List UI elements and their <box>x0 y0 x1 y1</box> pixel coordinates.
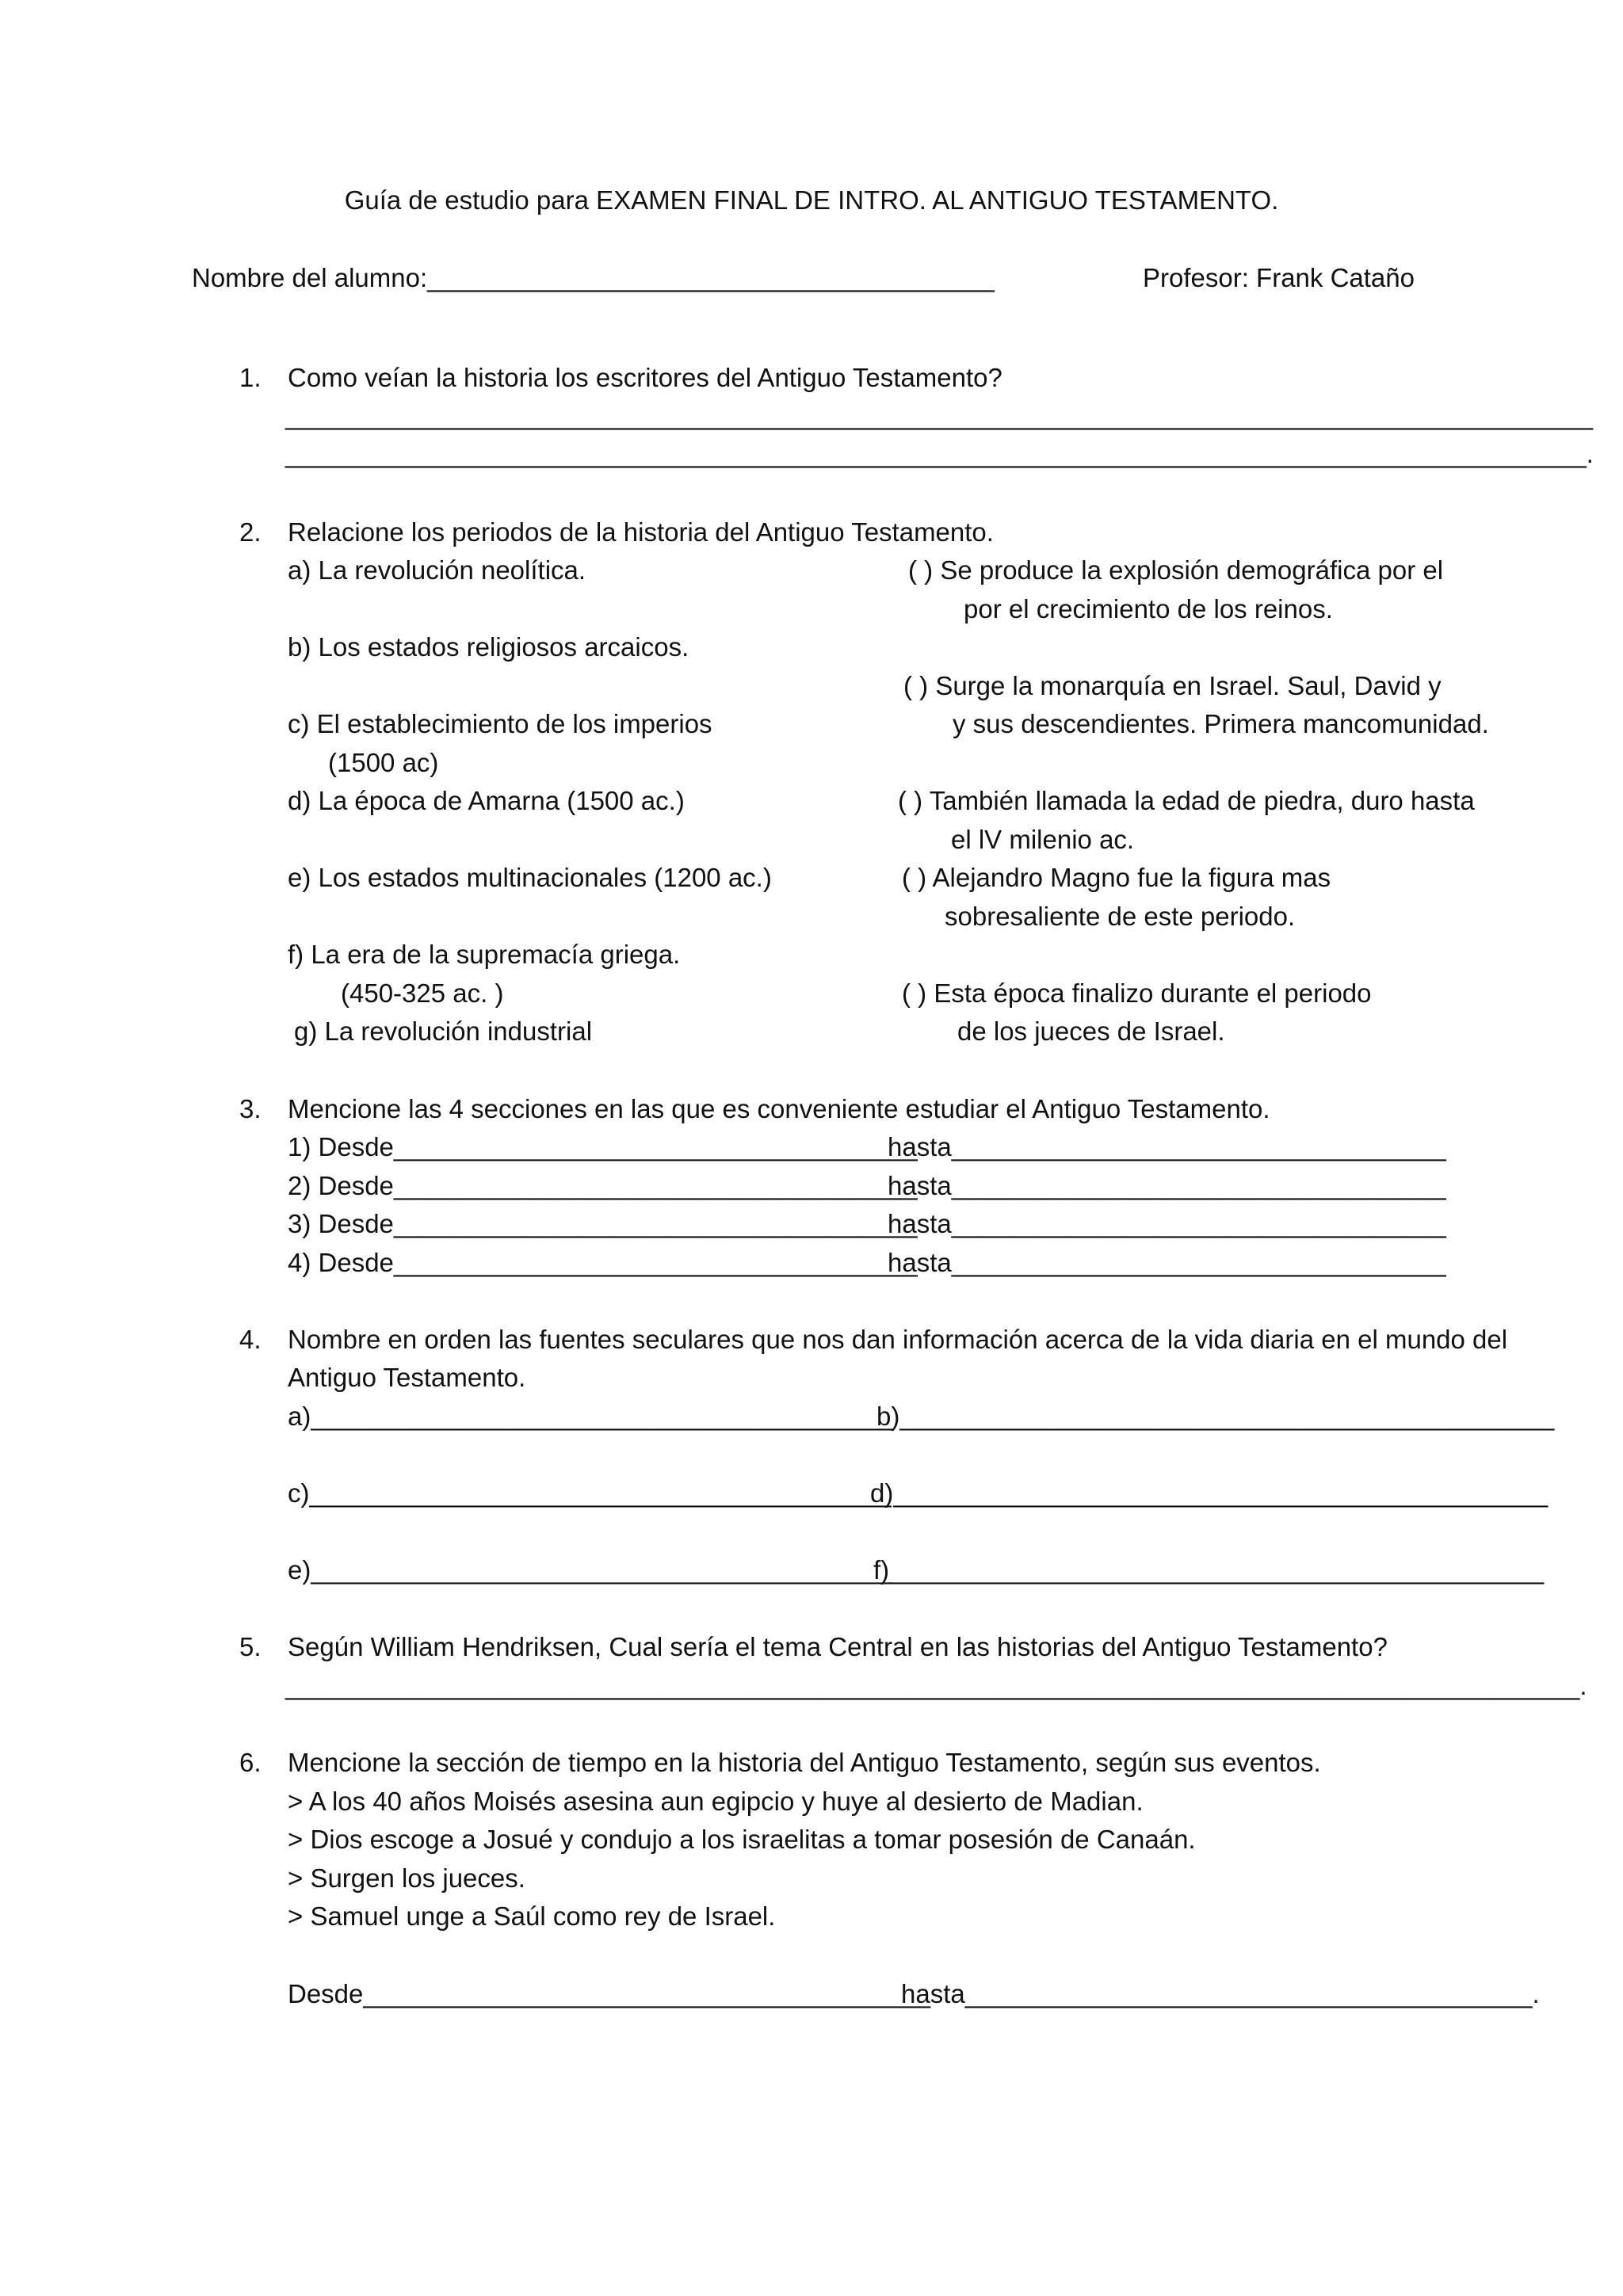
student-name-field[interactable]: Nombre del alumno:_______________________________________ <box>192 263 995 292</box>
q2-left-item: c) El establecimiento de los imperios <box>288 709 712 738</box>
q2-left-item: g) La revolución industrial <box>294 1016 593 1046</box>
q2-number: 2. <box>239 517 262 547</box>
q4-answer-field[interactable]: e)________________________________________ <box>288 1555 893 1585</box>
q4-answer-field[interactable]: a)________________________________________ <box>288 1402 893 1431</box>
q2-left-item: (1500 ac) <box>328 748 439 777</box>
q2-text: Relacione los periodos de la historia del Antiguo Testamento. <box>288 517 994 547</box>
q6-to-field[interactable]: hasta_______________________________________. <box>901 1979 1540 2008</box>
q4-text: Nombre en orden las fuentes seculares que nos dan información acerca de la vida diaria en el mundo del <box>288 1325 1508 1354</box>
q5-text: Según William Hendriksen, Cual sería el tema Central en las historias del Antiguo Testamento? <box>288 1632 1388 1661</box>
q6-event: > Samuel unge a Saúl como rey de Israel. <box>288 1901 776 1931</box>
q3-from-field[interactable]: 4) Desde____________________________________ <box>288 1248 918 1277</box>
q2-left-item: (450-325 ac. ) <box>341 978 504 1008</box>
q4-answer-field[interactable]: d)_____________________________________________ <box>870 1478 1549 1508</box>
q2-right-item[interactable]: ( ) Surge la monarquía en Israel. Saul, David y <box>903 671 1442 700</box>
q6-event: > Surgen los jueces. <box>288 1863 525 1893</box>
q2-right-item: de los jueces de Israel. <box>957 1016 1225 1046</box>
q3-from-field[interactable]: 1) Desde____________________________________ <box>288 1132 918 1161</box>
professor-name: Profesor: Frank Cataño <box>1143 263 1415 292</box>
q4-number: 4. <box>239 1325 262 1354</box>
q6-event: > Dios escoge a Josué y condujo a los israelitas a tomar posesión de Canaán. <box>288 1825 1196 1854</box>
q2-right-item: el lV milenio ac. <box>951 825 1135 854</box>
q4-answer-field[interactable]: f)_____________________________________________ <box>873 1555 1545 1585</box>
q2-right-item: y sus descendientes. Primera mancomunidad. <box>953 709 1489 738</box>
q1-text: Como veían la historia los escritores del Antiguo Testamento? <box>288 363 1002 392</box>
q2-left-item: f) La era de la supremacía griega. <box>288 940 681 969</box>
q2-right-item[interactable]: ( ) Esta época finalizo durante el periodo <box>902 978 1372 1008</box>
q2-left-item: d) La época de Amarna (1500 ac.) <box>288 786 685 815</box>
q2-left-item: b) Los estados religiosos arcaicos. <box>288 632 689 662</box>
q4-answer-field[interactable]: c)________________________________________ <box>288 1478 892 1508</box>
q2-right-item[interactable]: ( ) Se produce la explosión demográfica por el <box>908 555 1444 585</box>
q4-answer-field[interactable]: b)_____________________________________________ <box>876 1402 1555 1431</box>
q1-number: 1. <box>239 363 262 392</box>
q2-left-item: e) Los estados multinacionales (1200 ac.) <box>288 863 772 892</box>
q2-right-item: sobresaliente de este periodo. <box>945 902 1296 931</box>
q1-answer-line[interactable]: ___________________________________________________________________________________________. <box>285 439 1594 468</box>
q2-right-item[interactable]: ( ) Alejandro Magno fue la figura mas <box>902 863 1331 892</box>
q3-to-field[interactable]: hasta__________________________________ <box>888 1171 1446 1200</box>
q3-number: 3. <box>239 1094 262 1123</box>
q3-from-field[interactable]: 2) Desde____________________________________ <box>288 1171 918 1200</box>
q4-text: Antiguo Testamento. <box>288 1363 526 1392</box>
page-title: Guía de estudio para EXAMEN FINAL DE INTRO. AL ANTIGUO TESTAMENTO. <box>344 185 1279 215</box>
q2-left-item: a) La revolución neolítica. <box>288 555 586 585</box>
q6-text: Mencione la sección de tiempo en la historia del Antiguo Testamento, según sus eventos. <box>288 1748 1321 1777</box>
q2-right-item[interactable]: ( ) También llamada la edad de piedra, duro hasta <box>898 786 1475 815</box>
q3-to-field[interactable]: hasta__________________________________ <box>888 1132 1446 1161</box>
q6-from-field[interactable]: Desde_______________________________________ <box>288 1979 931 2008</box>
q3-to-field[interactable]: hasta__________________________________ <box>888 1248 1446 1277</box>
q1-answer-line[interactable]: ___________________________________________________________________________________________ <box>285 401 1594 430</box>
q3-from-field[interactable]: 3) Desde____________________________________ <box>288 1209 918 1238</box>
q2-right-item: por el crecimiento de los reinos. <box>964 594 1333 624</box>
q3-text: Mencione las 4 secciones en las que es conveniente estudiar el Antiguo Testamento. <box>288 1094 1270 1123</box>
q5-answer-line[interactable]: _________________________________________________________________________________________. <box>285 1671 1587 1700</box>
q6-event: > A los 40 años Moisés asesina aun egipcio y huye al desierto de Madian. <box>288 1787 1144 1816</box>
q6-number: 6. <box>239 1748 262 1777</box>
q5-number: 5. <box>239 1632 262 1661</box>
q3-to-field[interactable]: hasta__________________________________ <box>888 1209 1446 1238</box>
